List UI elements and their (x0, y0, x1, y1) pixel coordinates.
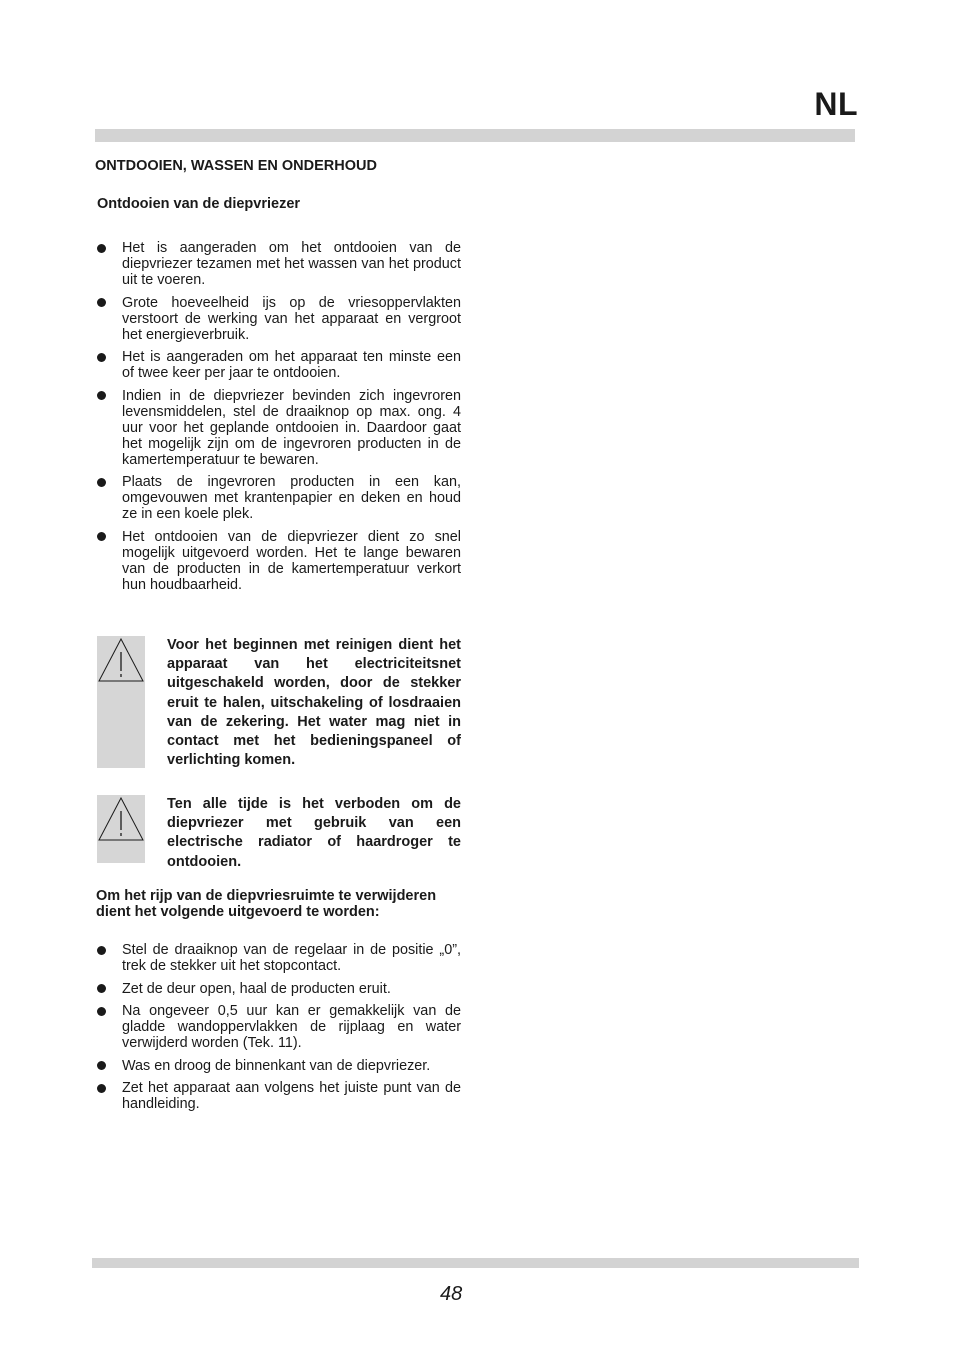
list-item: Het is aangeraden om het ontdooien van de diepvriezer tezamen met het wassen van het product uit te voeren. (96, 240, 461, 288)
procedure-steps-list (96, 942, 461, 1119)
list-item: Grote hoeveelheid ijs op de vriesoppervlakten verstoort de werking van het apparaat en vergroot het energieverbruik. (96, 295, 461, 343)
list-item: Was en droog de binnenkant van de diepvriezer. (96, 1058, 461, 1074)
warning-text: Ten alle tijde is het verboden om de diepvriezer met gebruik van een electrische radiator of haardroger te ontdooien. (167, 796, 461, 870)
procedure-intro: Om het rijp van de diepvriesruimte te verwijderen dient het volgende uitgevoerd te worden: (96, 888, 437, 920)
header-divider (95, 129, 855, 142)
defrost-tips-list (96, 240, 461, 599)
list-item: Het is aangeraden om het apparaat ten minste een of twee keer per jaar te ontdooien. (96, 349, 461, 381)
section-title: ONTDOOIEN, WASSEN EN ONDERHOUD (95, 158, 377, 174)
list-item: Na ongeveer 0,5 uur kan er gemakkelijk van de gladde wandoppervlakken de rijplaag en water verwijderd worden (Tek. 11). (96, 1003, 461, 1051)
warning-sidebar (97, 636, 145, 768)
list-item: Zet het apparaat aan volgens het juiste punt van de handleiding. (96, 1080, 461, 1112)
warning-triangle-icon (97, 796, 145, 842)
list-item: Het ontdooien van de diepvriezer dient zo snel mogelijk uitgevoerd worden. Het te lange bewaren van de producten in de kamertemperatuur verkort hun houdbaarheid. (96, 529, 461, 593)
language-code: NL (814, 86, 858, 122)
section-subtitle: Ontdooien van de diepvriezer (97, 196, 301, 212)
list-item: Indien in de diepvriezer bevinden zich ingevroren levensmiddelen, stel de draaiknop op max. ong. 4 uur voor het geplande ontdooien in. Daardoor gaat het mogelijk zijn om de ingevroren producten in de kamertemperatuur te bewaren. (96, 388, 461, 468)
page-number: 48 (440, 1283, 463, 1305)
warning-text: Voor het beginnen met reinigen dient het apparaat van het electriciteitsnet uitgeschakeld worden, door de stekker eruit te halen, uitschakeling of losdraaien van de zekering. Het water mag niet in contact met het bedieningspaneel of verlichting komen. (167, 637, 461, 769)
footer-divider (92, 1258, 859, 1268)
list-item: Plaats de ingevroren producten in een kan, omgevouwen met krantenpapier en deken en houd ze in een koele plek. (96, 474, 461, 522)
warning-sidebar (97, 795, 145, 863)
list-item: Stel de draaiknop van de regelaar in de positie „0”, trek de stekker uit het stopcontact. (96, 942, 461, 974)
warning-triangle-icon (97, 637, 145, 683)
list-item: Zet de deur open, haal de producten eruit. (96, 981, 461, 997)
